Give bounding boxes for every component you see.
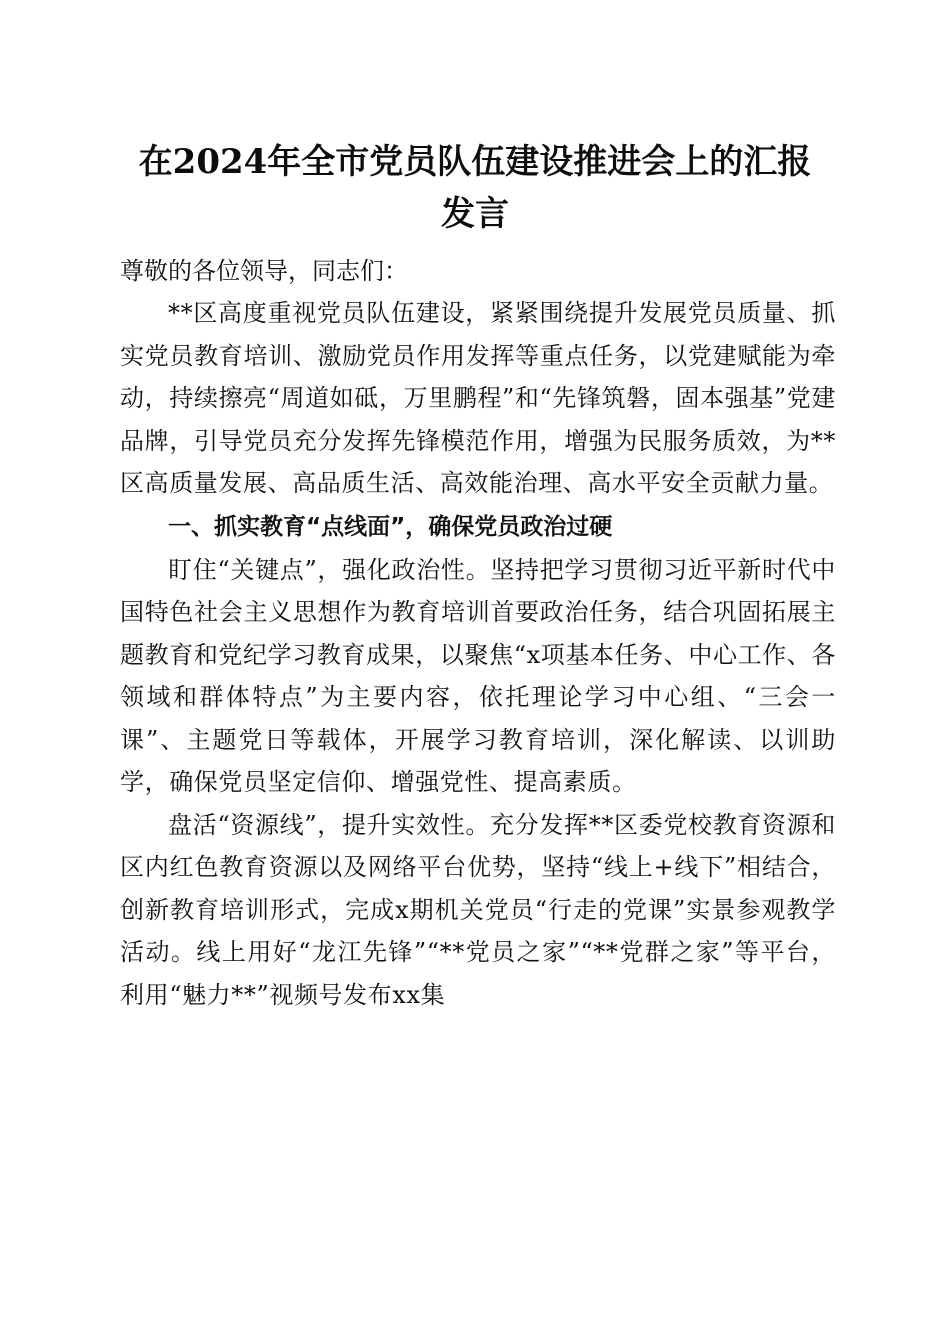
section-1-paragraph-1: 盯住“关键点”，强化政治性。坚持把学习贯彻习近平新时代中国特色社会主义思想作为教育培训首要政治任务，结合巩固拓展主题教育和党纪学习教育成果，以聚焦“x项基本任务、中心工作、各领域和群体特点”为主要内容，依托理论学习中心组、“三会一课”、主题党日等载体，开展学习教育培训，深化解读、以训助学，确保党员坚定信仰、增强党性、提高素质。 — [120, 555, 836, 796]
section-1-paragraph-2: 盘活“资源线”，提升实效性。充分发挥**区委党校教育资源和区内红色教育资源以及网络平台优势，坚持“线上+线下”相结合，创新教育培训形式，完成x期机关党员“行走的党课”实景参观教学活动。线上用好“龙江先锋”“**党员之家”“**党群之家”等平台，利用“魅力**”视频号发布xx集 — [120, 810, 836, 1009]
page-title — [100, 136, 850, 240]
salutation: 尊敬的各位领导，同志们： — [120, 257, 408, 285]
intro-paragraph: **区高度重视党员队伍建设，紧紧围绕提升发展党员质量、抓实党员教育培训、激励党员作用发挥等重点任务，以党建赋能为牵动，持续擦亮“周道如砥，万里鹏程”和“先锋筑磐，固本强基”党建品牌，引导党员充分发挥先锋模范作用，增强为民服务质效，为**区高质量发展、高品质生活、高效能治理、高水平安全贡献力量。 — [120, 299, 836, 497]
title-line-1: 在2024年全市党员队伍建设推进会上的汇报 — [138, 142, 812, 182]
document-body — [120, 250, 836, 1016]
title-line-2: 发言 — [441, 194, 509, 234]
section-1-heading: 一、抓实教育“点线面”，确保党员政治过硬 — [168, 513, 613, 540]
